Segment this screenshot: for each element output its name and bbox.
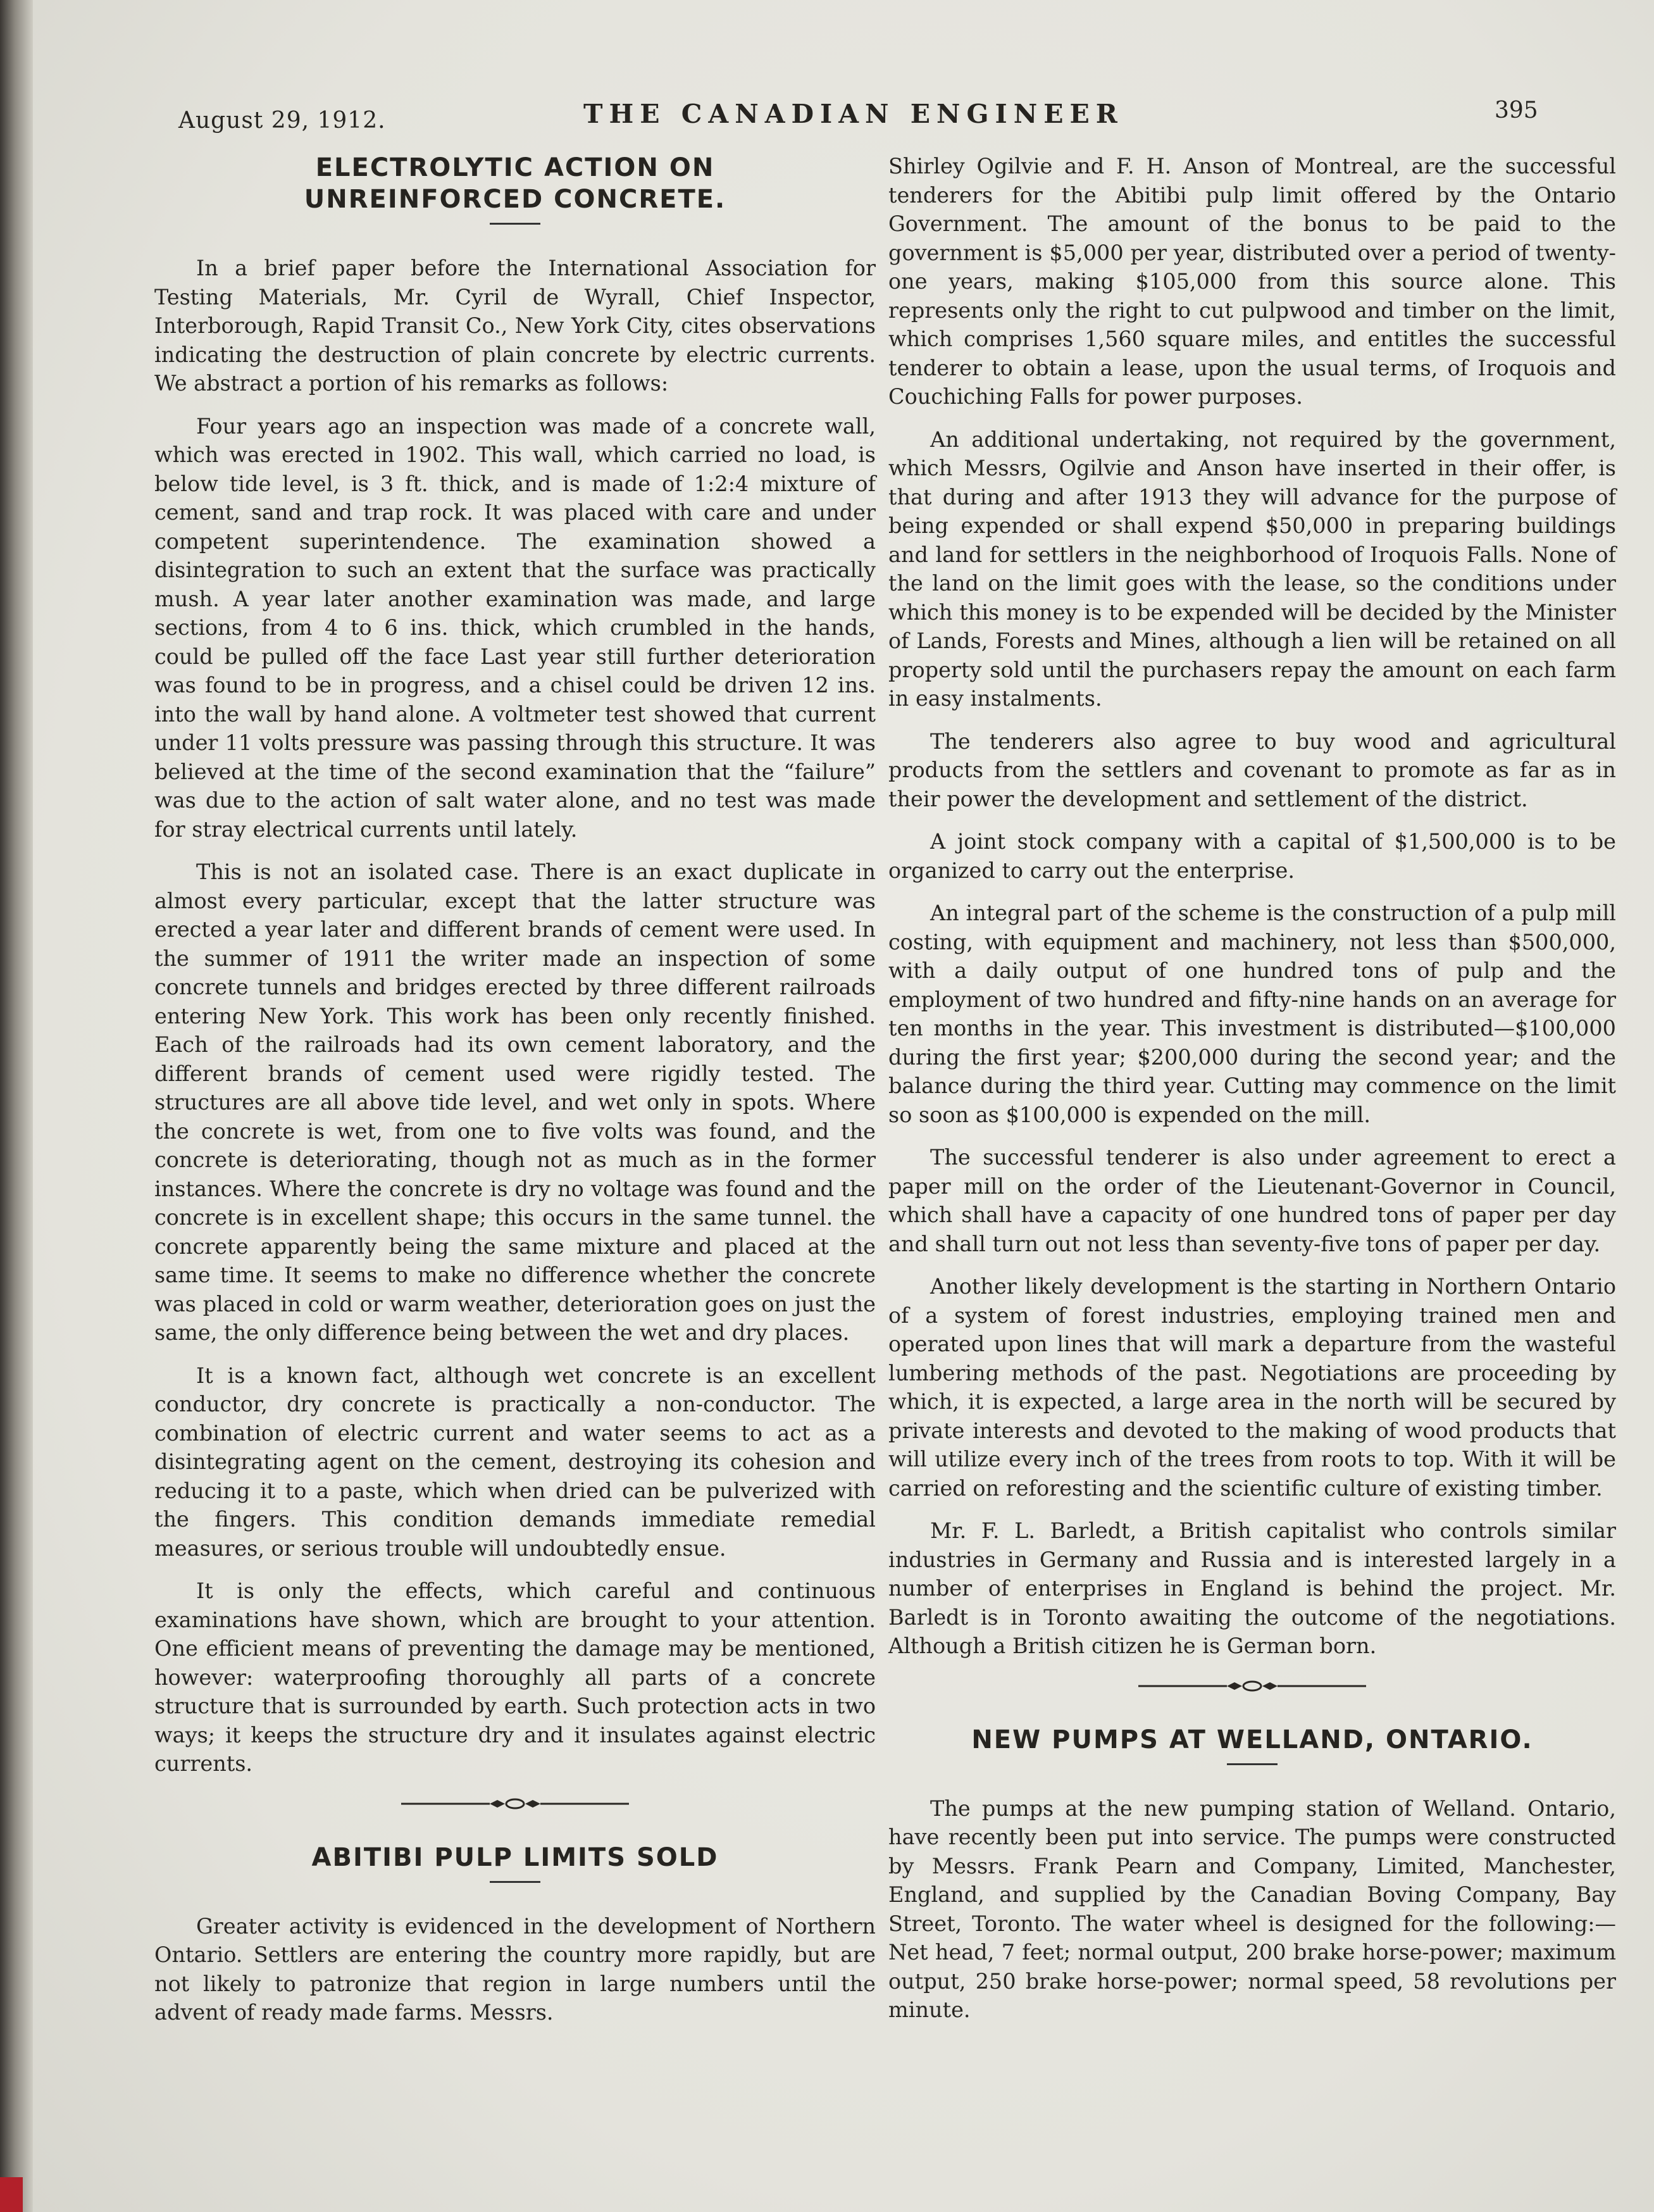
journal-page: [33, 0, 1654, 2212]
article-paragraph: Mr. F. L. Barledt, a British capitalist who controls similar industries in Germany and Russia and is interested largely in a number of enterprises in England is behind the project. Mr. Barledt is in Toronto awaiting the outcome of the negotiations. Although a British citizen he is German born.: [888, 1518, 1616, 1658]
article-paragraph: An integral part of the scheme is the construction of a pulp mill costing, with equipment and machinery, not less than $500,000, with a daily output of one hundred tons of pulp and the employment of two hundred and fifty-nine hands on an average for ten months in the year. This investment is distributed—$100,000 during the first year; $200,000 during the second year; and the balance during the third year. Cutting may commence on the limit so soon as $100,000 is expended on the mill.: [888, 901, 1616, 1127]
article-paragraph: The pumps at the new pumping station of Welland. Ontario, have recently been put into service. The pumps were constructed by Messrs. Frank Pearn and Company, Limited, Manchester, England, and supplied by the Canadian Boving Company, Bay Street, Toronto. The water wheel is designed for the following:—Net head, 7 feet; normal output, 200 brake horse-power; maximum output, 250 brake horse-power; normal speed, 58 revolutions per minute.: [888, 1796, 1616, 2022]
header-page-number: 395: [1495, 97, 1538, 123]
headline-rule: [1227, 1763, 1278, 1765]
article-paragraph: The successful tenderer is also under agreement to erect a paper mill on the order of the Lieutenant-Governor in Council, which shall have a capacity of one hundred tons of paper per day and shall turn out not less than seventy-five tons of paper per day.: [888, 1145, 1616, 1256]
header-date: August 29, 1912.: [178, 108, 386, 134]
section-divider-ornament: [401, 1797, 629, 1810]
article-headline-welland-pumps: NEW PUMPS AT WELLAND, ONTARIO.: [971, 1725, 1533, 1754]
article-paragraph: It is a known fact, although wet concrete is an excellent conductor, dry concrete is practically a non-conductor. The combination of electric current and water seems to act as a disintegrating agent on the cement, destroying its cohesion and reducing it to a paste, which when dried can be pulverized with the fingers. This condition demands immediate remedial measures, or serious trouble will undoubtedly ensue.: [154, 1363, 876, 1561]
running-header: [33, 95, 1654, 146]
article-headline-abitibi: ABITIBI PULP LIMITS SOLD: [311, 1842, 719, 1872]
article-paragraph: A joint stock company with a capital of $1,500,000 is to be organized to carry out the enterprise.: [888, 829, 1616, 883]
article-paragraph: An additional undertaking, not required by the government, which Messrs, Ogilvie and Anson have inserted in their offer, is that during and after 1913 they will advance for the purpose of being expended or shall expend $50,000 in preparing buildings and land for settlers in the neighborhood of Iroquois Falls. None of the land on the limit goes with the lease, so the conditions under which this money is to be expended will be decided by the Minister of Lands, Forests and Mines, although a lien will be retained on all property sold until the purchasers repay the amount on each farm in easy instalments.: [888, 427, 1616, 711]
article-paragraph: In a brief paper before the International Association for Testing Materials, Mr. Cyril de Wyrall, Chief Inspector, Interborough, Rapid Transit Co., New York City, cites observations indicating the destruction of plain concrete by electric currents. We abstract a portion of his remarks as follows:: [154, 256, 876, 396]
right-column: [888, 152, 1616, 2039]
article-paragraph: Another likely development is the starting in Northern Ontario of a system of forest industries, employing trained men and operated upon lines that will mark a departure from the wasteful lumbering methods of the past. Negotiations are proceeding by which, it is expected, a large area in the north will be secured by private interests and devoted to the making of wood products that will utilize every inch of the trees from roots to top. With it will be carried on reforesting and the scientific culture of existing timber.: [888, 1274, 1616, 1501]
article-paragraph: Four years ago an inspection was made of a concrete wall, which was erected in 1902. This wall, which carried no load, is below tide level, is 3 ft. thick, and is made of 1:2:4 mixture of cement, sand and trap rock. It was placed with care and under competent superintendence. The examination showed a disintegration to such an extent that the surface was practically mush. A year later another examination was made, and large sections, from 4 to 6 ins. thick, which crumbled in the hands, could be pulled off the face Last year still further deterioration was found to be in progress, and a chisel could be driven 12 ins. into the wall by hand alone. A voltmeter test showed that current under 11 volts pressure was passing through this structure. It was believed at the time of the second examination that the “failure” was due to the action of salt water alone, and no test was made for stray electrical currents until lately.: [154, 413, 876, 842]
page-binding-shadow: [0, 0, 33, 2212]
left-column: [154, 152, 876, 2041]
article-paragraph: Greater activity is evidenced in the development of Northern Ontario. Settlers are entering the country more rapidly, but are not likely to patronize that region in large numbers until the advent of ready made farms. Messrs.: [154, 1913, 876, 2025]
article-headline-electrolytic: ELECTROLYTIC ACTION ON UNREINFORCED CONCRETE.: [304, 153, 726, 214]
article-paragraph: This is not an isolated case. There is an exact duplicate in almost every particular, except that the latter structure was erected a year later and different brands of cement were used. In the summer of 1911 the writer made an inspection of some concrete tunnels and bridges erected by three different railroads entering New York. This work has been only recently finished. Each of the railroads had its own cement laboratory, and the different brands of cement used were rigidly tested. The structures are all above tide level, and wet only in spots. Where the concrete is wet, from one to five volts was found, and the concrete is deteriorating, though not as much as in the former instances. Where the concrete is dry no voltage was found and the concrete is in excellent shape; this occurs in the same tunnel. the concrete apparently being the same mixture and placed at the same time. It seems to make no difference whether the concrete was placed in cold or warm weather, deterioration goes on just the same, the only difference being between the wet and dry places.: [154, 859, 876, 1345]
headline-rule: [490, 1881, 540, 1883]
binding-red-mark: [0, 2177, 23, 2212]
header-publication-title: THE CANADIAN ENGINEER: [583, 99, 1124, 129]
headline-rule: [490, 223, 540, 225]
article-paragraph: It is only the effects, which careful and continuous examinations have shown, which are brought to your attention. One efficient means of preventing the damage may be mentioned, however: waterproofing thoroughly all parts of a concrete structure that is surrounded by earth. Such protection acts in two ways; it keeps the structure dry and it insulates against electric currents.: [154, 1578, 876, 1776]
article-paragraph: The tenderers also agree to buy wood and agricultural products from the settlers and covenant to promote as far as in their power the development and settlement of the district.: [888, 728, 1616, 811]
article-paragraph: Shirley Ogilvie and F. H. Anson of Montreal, are the successful tenderers for the Abitibi pulp limit offered by the Ontario Government. The amount of the bonus to be paid to the government is $5,000 per year, distributed over a period of twenty-one years, making $105,000 from this source alone. This represents only the right to cut pulpwood and timber on the limit, which comprises 1,560 square miles, and entitles the successful tenderer to obtain a lease, upon the usual terms, of Iroquois and Couchiching Falls for power purposes.: [888, 154, 1616, 409]
section-divider-ornament: [1138, 1680, 1366, 1692]
